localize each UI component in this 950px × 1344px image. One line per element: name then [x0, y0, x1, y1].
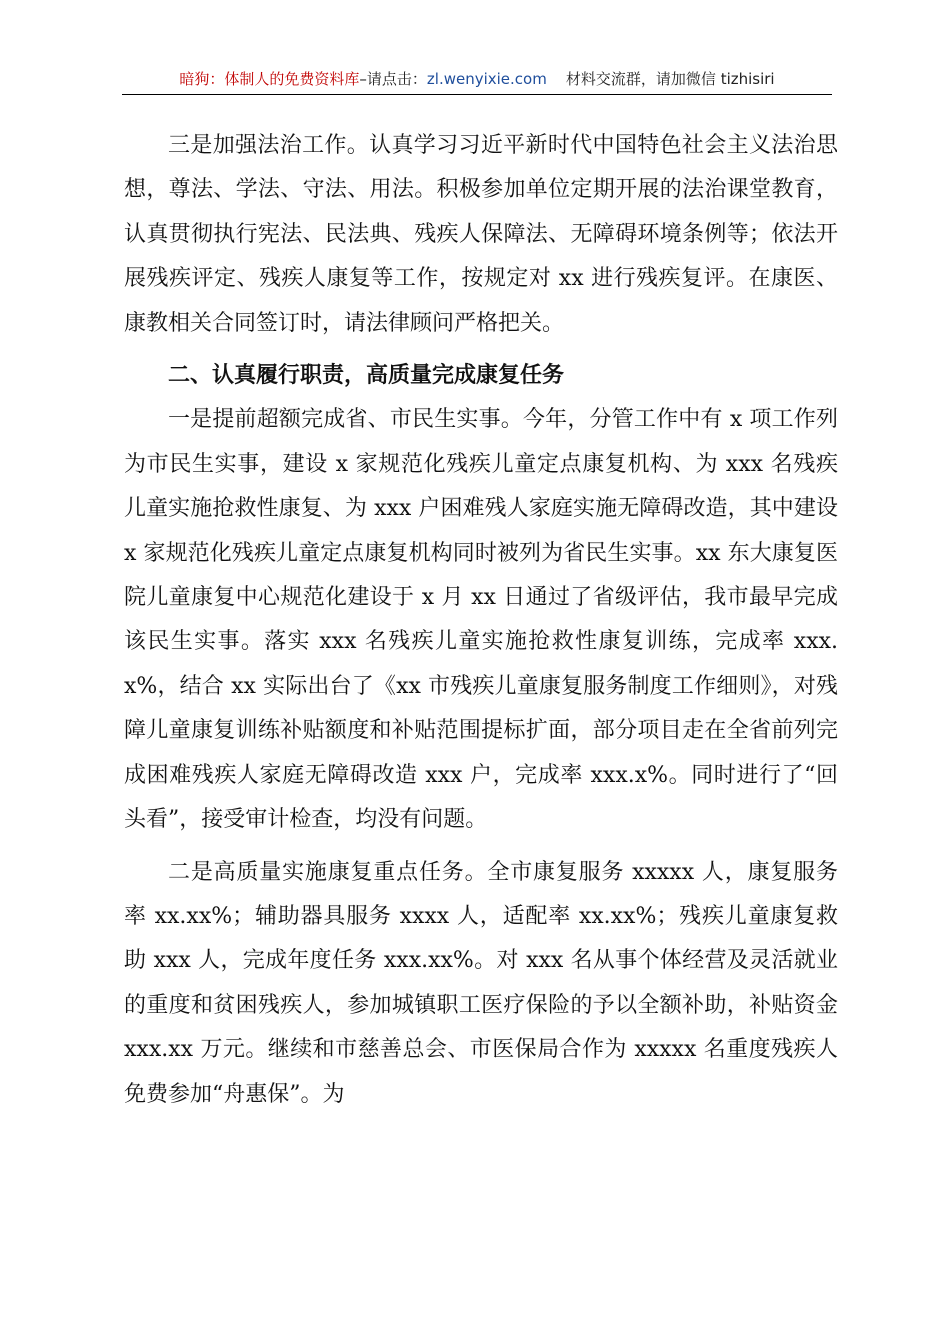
paragraph-livelihood-projects: 一是提前超额完成省、市民生实事。今年，分管工作中有 x 项工作列为市民生实事，建设 x 家规范化残疾儿童定点康复机构、为 xxx 名残疾儿童实施抢救性康复、为 xxx 户困难残人家庭实施无障碍改造，其中建设 x 家规范化残疾儿童定点康复机构同时被列为省民生实事。xx 东大康复医院儿童康复中心规范化建设于 x 月 xx 日通过了省级评估，我市最早完成该民生实事。落实 xxx 名残疾儿童实施抢救性康复训练，完成率 xxx.x%，结合 xx 实际出台了《xx 市残疾儿童康复服务制度工作细则》，对残障儿童康复训练补贴额度和补贴范围提标扩面，部分项目走在全省前列完成困难残疾人家庭无障碍改造 xxx 户，完成率 xxx.x%。同时进行了“回头看”，接受审计检查，均没有问题。: [124, 407, 838, 833]
section-heading: 二、认真履行职责，高质量完成康复任务: [168, 363, 565, 389]
paragraph-rule-of-law: 三是加强法治工作。认真学习习近平新时代中国特色社会主义法治思想，尊法、学法、守法、用法。积极参加单位定期开展的法治课堂教育，认真贯彻执行宪法、民法典、残疾人保障法、无障碍环境条例等；依法开展残疾评定、残疾人康复等工作，按规定对 xx 进行残疾复评。在康医、康教相关合同签订时，请法律顾问严格把关。: [124, 133, 838, 336]
header-link[interactable]: zl.wenyixie.com: [426, 70, 547, 88]
header-brand: 暗狗：体制人的免费资料库: [179, 70, 360, 88]
paragraph-rehab-tasks: 二是高质量实施康复重点任务。全市康复服务 xxxxx 人，康复服务率 xx.xx%；辅助器具服务 xxxx 人，适配率 xx.xx%；残疾儿童康复救助 xxx 人，完成年度任务 xxx.xx%。对 xxx 名从事个体经营及灵活就业的重度和贫困残疾人，参加城镇职工医疗保险的予以全额补助，补贴资金 xxx.xx 万元。继续和市慈善总会、市医保局合作为 xxxxx 名重度残疾人免费参加“舟惠保”。为: [124, 859, 838, 1107]
header-contact: 材料交流群，请加微信 tizhisiri: [565, 70, 775, 88]
page-header: [122, 66, 832, 95]
document-body: [124, 124, 838, 1117]
header-click-prefix: –请点击：: [359, 70, 427, 88]
